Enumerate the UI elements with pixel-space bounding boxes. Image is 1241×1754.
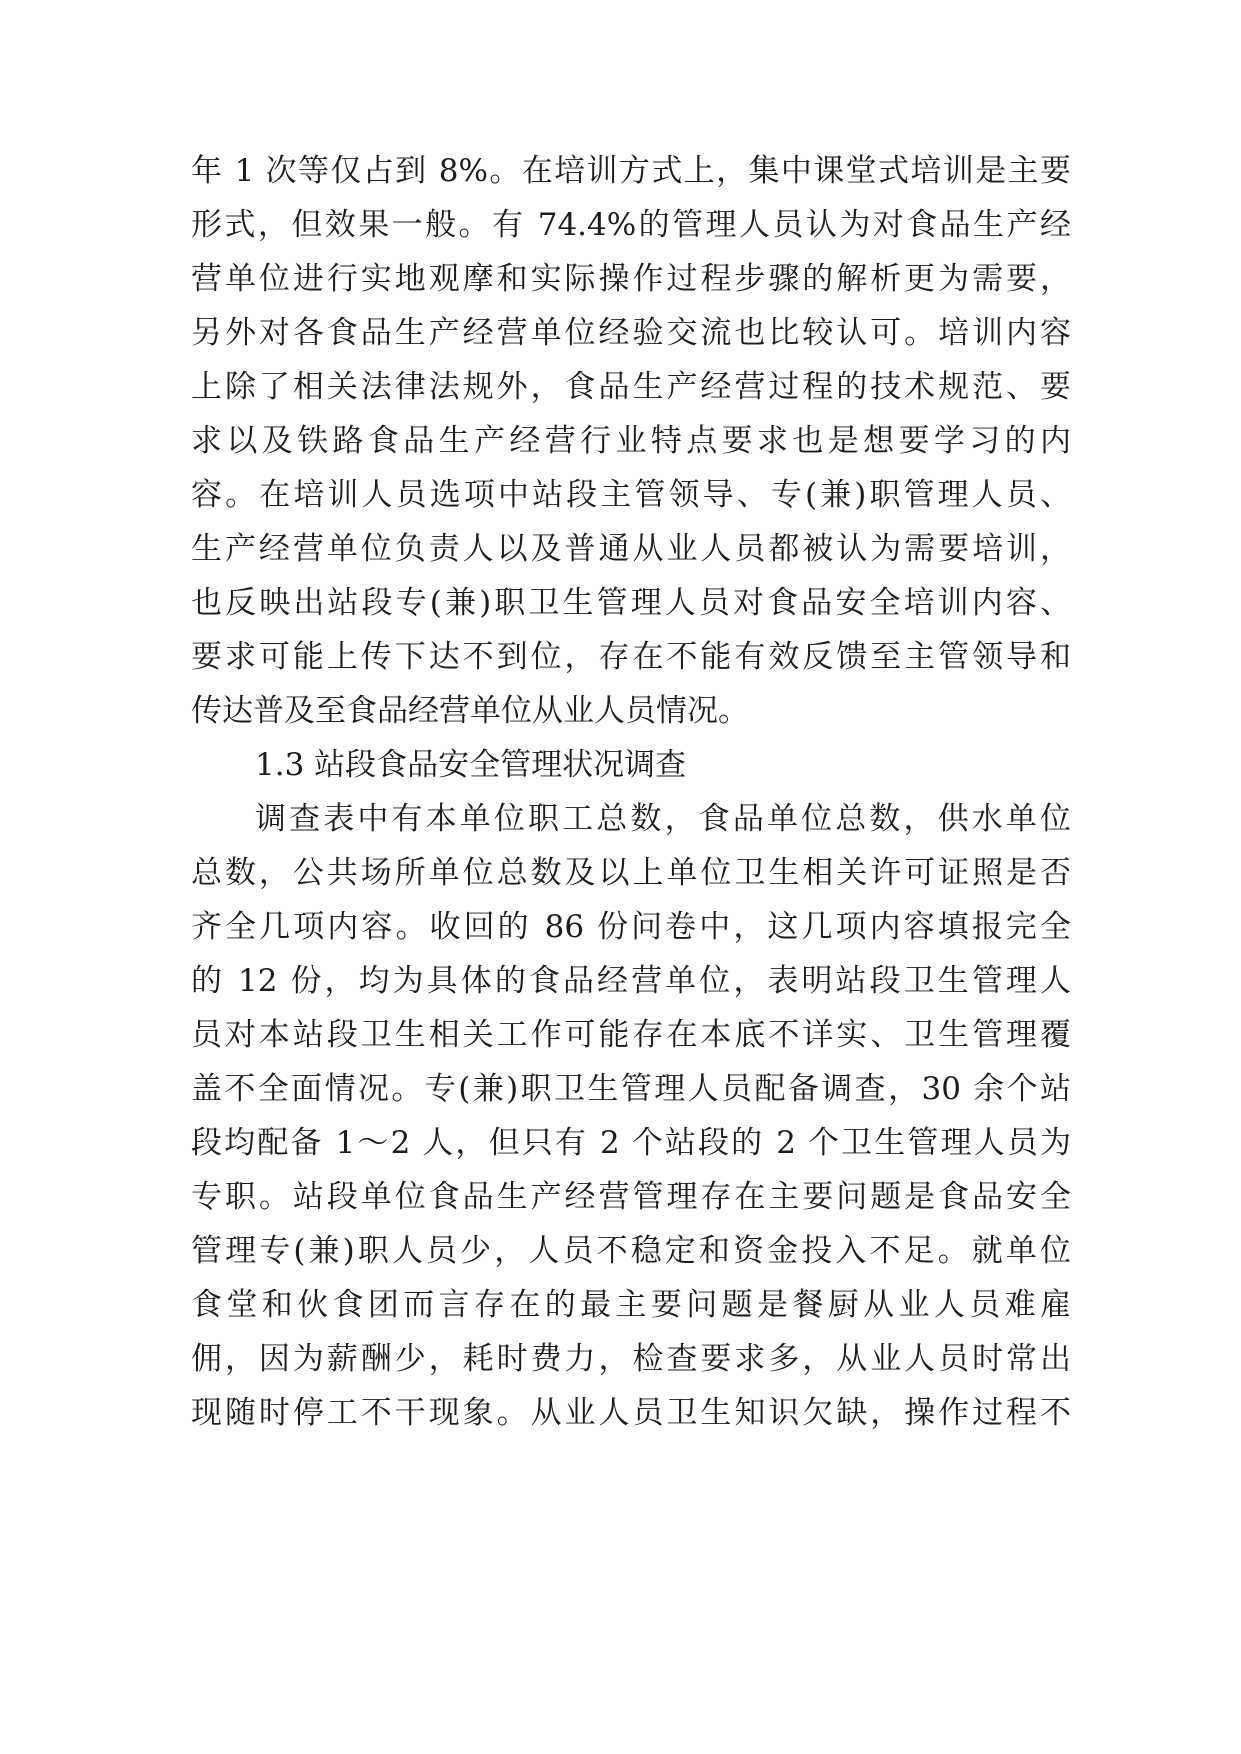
paragraph-line: 专职。站段单位食品生产经营管理存在主要问题是食品安全 — [191, 1179, 1071, 1215]
paragraph-line: 盖不全面情况。专(兼)职卫生管理人员配备调查，30 余个站 — [191, 1071, 1071, 1107]
paragraph-line: 容。在培训人员选项中站段主管领导、专(兼)职管理人员、 — [191, 477, 1071, 513]
paragraph-line: 调查表中有本单位职工总数，食品单位总数，供水单位 — [255, 801, 1071, 837]
paragraph-line: 要求可能上传下达不到位，存在不能有效反馈至主管领导和 — [191, 639, 1071, 675]
paragraph-line: 求以及铁路食品生产经营行业特点要求也是想要学习的内 — [191, 423, 1071, 459]
paragraph-line: 员对本站段卫生相关工作可能存在本底不详实、卫生管理覆 — [191, 1017, 1071, 1053]
paragraph-line: 形式，但效果一般。有 74.4%的管理人员认为对食品生产经 — [191, 207, 1071, 243]
paragraph-line: 食堂和伙食团而言存在的最主要问题是餐厨从业人员难雇 — [191, 1287, 1071, 1323]
paragraph-line: 的 12 份，均为具体的食品经营单位，表明站段卫生管理人 — [191, 963, 1071, 999]
paragraph-line: 生产经营单位负责人以及普通从业人员都被认为需要培训， — [191, 531, 1071, 567]
paragraph-line: 管理专(兼)职人员少，人员不稳定和资金投入不足。就单位 — [191, 1233, 1071, 1269]
paragraph-line: 另外对各食品生产经营单位经验交流也比较认可。培训内容 — [191, 315, 1071, 351]
paragraph-line: 佣，因为薪酬少，耗时费力，检查要求多，从业人员时常出 — [191, 1341, 1071, 1377]
paragraph-line: 总数，公共场所单位总数及以上单位卫生相关许可证照是否 — [191, 855, 1071, 891]
paragraph-line: 传达普及至食品经营单位从业人员情况。 — [191, 693, 749, 729]
paragraph-line: 段均配备 1～2 人，但只有 2 个站段的 2 个卫生管理人员为 — [191, 1125, 1071, 1161]
paragraph-line: 上除了相关法律法规外，食品生产经营过程的技术规范、要 — [191, 369, 1071, 405]
paragraph-line: 年 1 次等仅占到 8%。在培训方式上，集中课堂式培训是主要 — [191, 153, 1071, 189]
paragraph-line: 也反映出站段专(兼)职卫生管理人员对食品安全培训内容、 — [191, 585, 1071, 621]
paragraph-line: 齐全几项内容。收回的 86 份问卷中，这几项内容填报完全 — [191, 909, 1071, 945]
paragraph-line: 现随时停工不干现象。从业人员卫生知识欠缺，操作过程不 — [191, 1395, 1071, 1431]
section-heading: 1.3 站段食品安全管理状况调查 — [255, 747, 687, 783]
paragraph-line: 营单位进行实地观摩和实际操作过程步骤的解析更为需要， — [191, 261, 1071, 297]
